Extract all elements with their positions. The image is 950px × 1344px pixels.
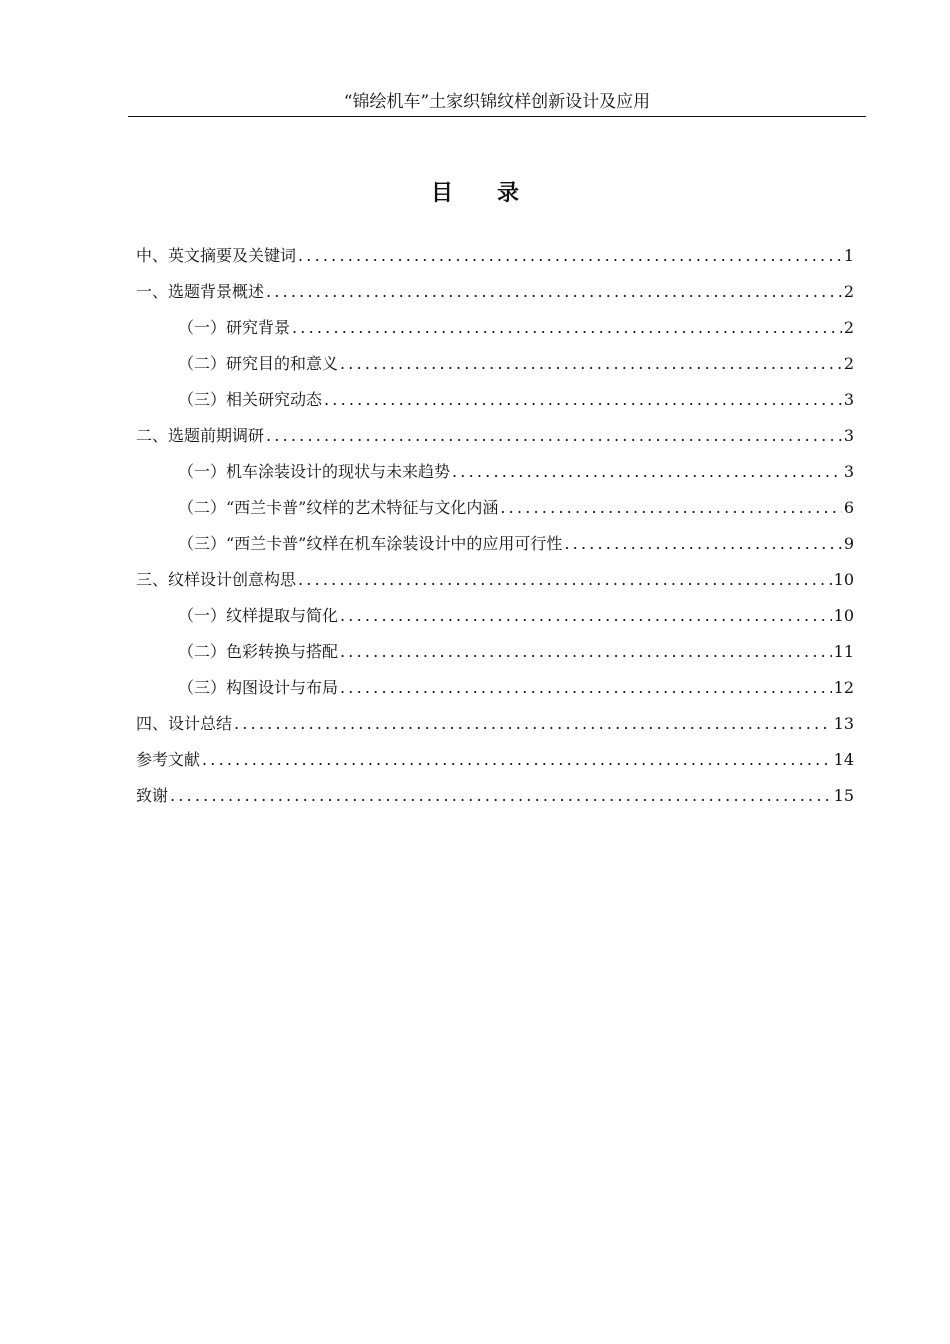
toc-page-number: 6 xyxy=(843,498,854,517)
toc-dot-leader xyxy=(452,454,842,490)
toc-entry[interactable] xyxy=(136,274,854,310)
toc-dot-leader xyxy=(266,418,842,454)
toc-page-number: 3 xyxy=(843,390,854,409)
toc-page-number: 2 xyxy=(843,282,854,301)
toc-page-number: 15 xyxy=(833,786,854,805)
toc-entry-text: 四、设计总结 xyxy=(136,714,233,733)
toc-page-number: 11 xyxy=(833,642,854,661)
toc-page-number: 13 xyxy=(833,714,854,733)
toc-entry[interactable] xyxy=(136,634,854,670)
toc-entry[interactable] xyxy=(136,490,854,526)
running-header-title: “锦绘机车”土家织锦纹样创新设计及应用 xyxy=(343,92,651,112)
toc-page-number: 3 xyxy=(843,426,854,445)
toc-entry[interactable] xyxy=(136,310,854,346)
toc-page-number: 14 xyxy=(833,750,854,769)
toc-entry-text: 一、选题背景概述 xyxy=(136,282,265,301)
toc-page-number: 12 xyxy=(833,678,854,697)
toc-entry[interactable] xyxy=(136,706,854,742)
toc-dot-leader xyxy=(170,778,832,814)
toc-dot-leader xyxy=(340,598,832,634)
toc-dot-leader xyxy=(340,346,842,382)
toc-dot-leader xyxy=(500,490,841,526)
toc-entry[interactable] xyxy=(136,670,854,706)
toc-entry[interactable] xyxy=(136,742,854,778)
table-of-contents xyxy=(136,238,854,814)
toc-dot-leader xyxy=(324,382,842,418)
toc-page-number: 2 xyxy=(843,354,854,373)
toc-entry-text: （三）“西兰卡普”纹样在机车涂装设计中的应用可行性 xyxy=(178,534,563,553)
toc-entry[interactable] xyxy=(136,526,854,562)
toc-entry[interactable] xyxy=(136,346,854,382)
toc-dot-leader xyxy=(340,634,832,670)
toc-entry-text: （二）色彩转换与搭配 xyxy=(178,642,339,661)
toc-dot-leader xyxy=(298,238,842,274)
toc-dot-leader xyxy=(266,274,842,310)
toc-entry[interactable] xyxy=(136,778,854,814)
toc-entry-text: 二、选题前期调研 xyxy=(136,426,265,445)
toc-entry-text: 三、纹样设计创意构思 xyxy=(136,570,297,589)
toc-entry-text: （一）研究背景 xyxy=(178,318,291,337)
toc-entry[interactable] xyxy=(136,598,854,634)
toc-entry[interactable] xyxy=(136,454,854,490)
toc-dot-leader xyxy=(298,562,832,598)
toc-entry-text: （二）“西兰卡普”纹样的艺术特征与文化内涵 xyxy=(178,498,499,517)
toc-dot-leader xyxy=(292,310,842,346)
toc-page-number: 10 xyxy=(833,570,854,589)
toc-entry[interactable] xyxy=(136,238,854,274)
toc-entry-text: （三）相关研究动态 xyxy=(178,390,323,409)
toc-entry-text: （二）研究目的和意义 xyxy=(178,354,339,373)
toc-entry[interactable] xyxy=(136,382,854,418)
toc-page-number: 2 xyxy=(843,318,854,337)
toc-page-number: 9 xyxy=(843,534,854,553)
toc-entry[interactable] xyxy=(136,418,854,454)
toc-page-number: 1 xyxy=(843,246,854,265)
running-header xyxy=(128,88,866,117)
toc-title: 目录 xyxy=(430,180,563,206)
toc-entry[interactable] xyxy=(136,562,854,598)
toc-entry-text: 致谢 xyxy=(136,786,169,805)
toc-entry-text: （一）机车涂装设计的现状与未来趋势 xyxy=(178,462,451,481)
toc-entry-text: 参考文献 xyxy=(136,750,201,769)
toc-dot-leader xyxy=(234,706,832,742)
toc-dot-leader xyxy=(564,526,841,562)
toc-dot-leader xyxy=(202,742,832,778)
toc-dot-leader xyxy=(340,670,832,706)
toc-entry-text: （三）构图设计与布局 xyxy=(178,678,339,697)
toc-page-number: 10 xyxy=(833,606,854,625)
toc-entry-text: （一）纹样提取与简化 xyxy=(178,606,339,625)
toc-page-number: 3 xyxy=(843,462,854,481)
toc-entry-text: 中、英文摘要及关键词 xyxy=(136,246,297,265)
